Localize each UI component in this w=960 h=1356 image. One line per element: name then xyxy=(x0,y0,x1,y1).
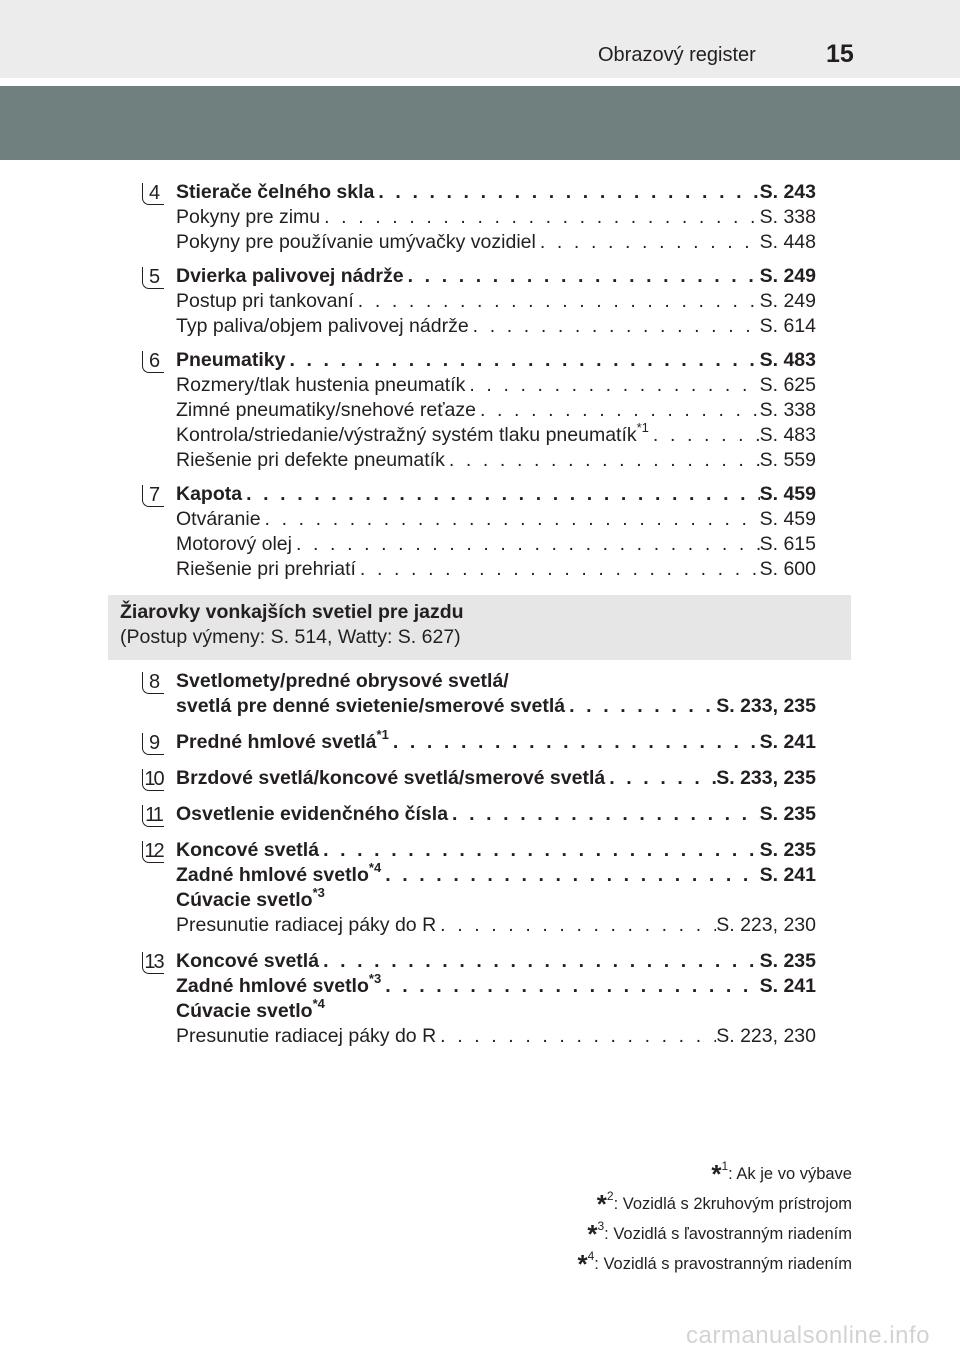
section-header xyxy=(108,595,851,660)
index-label xyxy=(176,314,469,339)
index-label-text: Koncové svetlá xyxy=(176,950,320,972)
footnote-star: * xyxy=(711,1159,722,1189)
index-label-text: Koncové svetlá xyxy=(176,839,320,861)
index-heading-line[interactable] xyxy=(176,727,816,755)
dot-leader xyxy=(389,730,760,755)
dot-leader xyxy=(381,863,759,888)
footnote-item xyxy=(577,1188,852,1218)
index-label-text: Predné hmlové svetlá xyxy=(176,731,377,753)
index-label-text: Dvierka palivovej nádrže xyxy=(176,265,404,287)
index-label-text: Presunutie radiacej páky do R xyxy=(176,1025,437,1047)
index-label-text: Zadné hmlové svetlo xyxy=(176,864,369,886)
index-label xyxy=(176,996,325,1025)
index-label-text: Svetlomety/predné obrysové svetlá/ xyxy=(176,670,509,692)
index-label xyxy=(176,971,382,1000)
footnote-number: 2 xyxy=(606,1189,614,1203)
index-entry xyxy=(148,669,816,719)
dot-leader xyxy=(374,180,759,205)
index-heading-line[interactable] xyxy=(176,264,816,289)
index-label-text: Riešenie pri defekte pneumatík xyxy=(176,449,445,471)
page-reference[interactable]: S. 448 xyxy=(759,231,816,253)
dot-leader xyxy=(465,373,759,398)
footnote-text: : Ak je vo výbave xyxy=(728,1165,852,1183)
index-label xyxy=(176,230,536,255)
page-reference[interactable]: S. 249 xyxy=(759,290,816,312)
footnote-marker: *4 xyxy=(312,996,325,1011)
dot-leader xyxy=(469,314,760,339)
page-reference[interactable]: S. 338 xyxy=(759,399,816,421)
index-heading-line[interactable] xyxy=(176,949,816,974)
footnote-marker: *1 xyxy=(636,420,649,435)
index-label-text: Typ paliva/objem palivovej nádrže xyxy=(176,315,469,337)
dot-leader xyxy=(476,398,760,423)
dot-leader xyxy=(565,694,716,719)
footnote-item xyxy=(577,1218,852,1248)
index-entry xyxy=(148,348,816,473)
callout-number: 12 xyxy=(142,841,164,863)
page-header-title: Obrazový register xyxy=(598,44,756,66)
index-heading-line[interactable] xyxy=(176,996,816,1024)
page-reference[interactable]: S. 223, 230 xyxy=(716,914,816,936)
dot-leader xyxy=(436,913,716,938)
page-reference[interactable]: S. 235 xyxy=(759,803,816,825)
index-label-text: Pokyny pre zimu xyxy=(176,206,321,228)
dot-leader xyxy=(448,802,760,827)
index-label-text: Pneumatiky xyxy=(176,349,286,371)
index-label xyxy=(176,838,319,863)
footnote-star: * xyxy=(587,1219,598,1249)
index-subitem-line[interactable] xyxy=(176,230,816,255)
callout-number: 9 xyxy=(142,733,164,755)
watermark: carmanualsonline.info xyxy=(686,1322,930,1349)
index-label-text: Otváranie xyxy=(176,508,261,530)
dot-leader xyxy=(404,264,760,289)
page-reference[interactable]: S. 235 xyxy=(759,950,816,972)
page-reference[interactable]: S. 235 xyxy=(759,839,816,861)
page-reference[interactable]: S. 483 xyxy=(759,349,816,371)
index-label xyxy=(176,557,356,582)
index-label xyxy=(176,348,285,373)
callout-number: 10 xyxy=(142,769,164,791)
index-label-text: Kapota xyxy=(176,483,243,505)
index-label xyxy=(176,420,649,449)
header-bar xyxy=(0,0,960,78)
index-label xyxy=(176,1024,436,1049)
index-heading-line[interactable] xyxy=(176,669,816,694)
index-label-text: Kontrola/striedanie/výstražný systém tlaku pneumatík xyxy=(176,424,637,446)
index-label xyxy=(176,482,242,507)
page-reference[interactable]: S. 614 xyxy=(759,315,816,337)
index-subitem-line[interactable] xyxy=(176,532,816,557)
index-label-text: Zimné pneumatiky/snehové reťaze xyxy=(176,399,476,421)
index-label-text: Cúvacie svetlo xyxy=(176,1000,313,1022)
index-subitem-line[interactable] xyxy=(176,913,816,938)
dot-leader xyxy=(436,1024,716,1049)
footnote-item xyxy=(577,1158,852,1188)
footnote-text: : Vozidlá s ľavostranným riadením xyxy=(604,1225,852,1243)
index-subitem-line[interactable] xyxy=(176,1024,816,1049)
page-reference[interactable]: S. 233, 235 xyxy=(716,767,816,789)
index-label-text: Rozmery/tlak hustenia pneumatík xyxy=(176,374,466,396)
dot-leader xyxy=(242,482,760,507)
index-heading-line[interactable] xyxy=(176,766,816,791)
index-label xyxy=(176,264,404,289)
index-label xyxy=(176,694,565,719)
index-label xyxy=(176,373,465,398)
index-label xyxy=(176,532,292,557)
section-title: Žiarovky vonkajších svetiel pre jazdu xyxy=(120,601,464,623)
index-list-bottom xyxy=(144,669,816,1060)
index-label-text: Postup pri tankovaní xyxy=(176,290,354,312)
page-number: 15 xyxy=(826,40,854,68)
index-label-text: Presunutie radiacej páky do R xyxy=(176,914,437,936)
index-heading-line[interactable] xyxy=(176,838,816,863)
page-reference[interactable]: S. 483 xyxy=(759,424,816,446)
page-reference[interactable]: S. 241 xyxy=(759,864,816,886)
dot-leader xyxy=(354,289,760,314)
index-subitem-line[interactable] xyxy=(176,205,816,230)
footnote-marker: *1 xyxy=(376,727,389,742)
index-label xyxy=(176,860,382,889)
section-subtitle: (Postup výmeny: S. 514, Watty: S. 627) xyxy=(120,626,461,648)
footnote-number: 1 xyxy=(721,1159,729,1173)
index-heading-line[interactable] xyxy=(176,694,816,719)
index-label-text: Pokyny pre používanie umývačky vozidiel xyxy=(176,231,536,253)
index-entry xyxy=(148,180,816,255)
index-label xyxy=(176,289,354,314)
index-subitem-line[interactable] xyxy=(176,373,816,398)
dot-leader xyxy=(320,205,759,230)
index-label-text: svetlá pre denné svietenie/smerové svetlá xyxy=(176,695,566,717)
footnote-marker: *3 xyxy=(368,971,382,986)
footnote-star: * xyxy=(596,1189,607,1219)
index-heading-line[interactable] xyxy=(176,971,816,999)
callout-number: 13 xyxy=(142,952,164,974)
index-label-text: Osvetlenie evidenčného čísla xyxy=(176,803,449,825)
dot-leader xyxy=(381,974,759,999)
index-label xyxy=(176,913,436,938)
dot-leader xyxy=(605,766,716,791)
index-entry xyxy=(145,802,816,827)
index-label xyxy=(176,669,509,694)
footnotes xyxy=(577,1158,852,1278)
index-label-text: Cúvacie svetlo xyxy=(176,889,313,911)
footnote-marker: *3 xyxy=(312,885,325,900)
index-entry xyxy=(144,838,816,938)
index-label xyxy=(176,507,261,532)
dot-leader xyxy=(445,448,760,473)
index-subitem-line[interactable] xyxy=(176,448,816,473)
page-reference[interactable]: S. 233, 235 xyxy=(716,695,816,717)
page-reference[interactable]: S. 459 xyxy=(759,508,816,530)
footnote-item xyxy=(577,1248,852,1278)
page-reference[interactable]: S. 241 xyxy=(759,975,816,997)
index-label xyxy=(176,398,476,423)
index-heading-line[interactable] xyxy=(176,348,816,373)
index-label-text: Stierače čelného skla xyxy=(176,181,375,203)
index-label-text: Motorový olej xyxy=(176,533,292,555)
index-label-text: Riešenie pri prehriatí xyxy=(176,558,356,580)
dot-leader xyxy=(319,838,760,863)
index-label xyxy=(176,727,389,756)
dot-leader xyxy=(356,557,760,582)
index-label-text: Zadné hmlové svetlo xyxy=(176,975,369,997)
dot-leader xyxy=(292,532,760,557)
index-heading-line[interactable] xyxy=(176,860,816,888)
page-reference[interactable]: S. 459 xyxy=(759,483,816,505)
callout-number: 11 xyxy=(142,805,164,827)
page-reference[interactable]: S. 249 xyxy=(759,265,816,287)
index-heading-line[interactable] xyxy=(176,180,816,205)
index-label xyxy=(176,205,320,230)
index-subitem-line[interactable] xyxy=(176,557,816,582)
index-heading-line[interactable] xyxy=(176,885,816,913)
callout-number: 6 xyxy=(142,351,164,373)
footnote-number: 3 xyxy=(597,1219,605,1233)
index-entry xyxy=(144,766,816,791)
index-list-top xyxy=(148,180,816,591)
callout-number: 7 xyxy=(142,485,164,507)
dot-leader xyxy=(285,348,759,373)
index-entry xyxy=(144,949,816,1049)
page-reference[interactable]: S. 241 xyxy=(759,731,816,753)
index-entry xyxy=(148,264,816,339)
index-heading-line[interactable] xyxy=(176,802,816,827)
index-label xyxy=(176,766,605,791)
index-subitem-line[interactable] xyxy=(176,289,816,314)
index-subitem-line[interactable] xyxy=(176,314,816,339)
page-reference[interactable]: S. 243 xyxy=(759,181,816,203)
dot-leader xyxy=(649,423,760,448)
dot-leader xyxy=(536,230,760,255)
page-reference[interactable]: S. 559 xyxy=(759,449,816,471)
footnote-text: : Vozidlá s pravostranným riadením xyxy=(594,1255,852,1273)
footnote-text: : Vozidlá s 2kruhovým prístrojom xyxy=(613,1195,852,1213)
footnote-number: 4 xyxy=(587,1249,595,1263)
page-reference[interactable]: S. 625 xyxy=(759,374,816,396)
index-subitem-line[interactable] xyxy=(176,420,816,448)
index-subitem-line[interactable] xyxy=(176,507,816,532)
index-label xyxy=(176,180,374,205)
page-reference[interactable]: S. 615 xyxy=(759,533,816,555)
page-reference[interactable]: S. 600 xyxy=(759,558,816,580)
callout-number: 8 xyxy=(142,672,164,694)
page-reference[interactable]: S. 338 xyxy=(759,206,816,228)
index-entry xyxy=(148,727,816,755)
dot-leader xyxy=(319,949,760,974)
callout-number: 5 xyxy=(142,267,164,289)
index-label xyxy=(176,448,445,473)
index-subitem-line[interactable] xyxy=(176,398,816,423)
index-label xyxy=(176,802,448,827)
index-label xyxy=(176,949,319,974)
header-banner xyxy=(0,86,960,160)
index-entry xyxy=(148,482,816,582)
index-label xyxy=(176,885,325,914)
footnote-marker: *4 xyxy=(368,860,382,875)
index-heading-line[interactable] xyxy=(176,482,816,507)
index-label-text: Brzdové svetlá/koncové svetlá/smerové svetlá xyxy=(176,767,606,789)
callout-number: 4 xyxy=(142,183,164,205)
page-reference[interactable]: S. 223, 230 xyxy=(716,1025,816,1047)
footnote-star: * xyxy=(577,1249,588,1279)
dot-leader xyxy=(261,507,760,532)
